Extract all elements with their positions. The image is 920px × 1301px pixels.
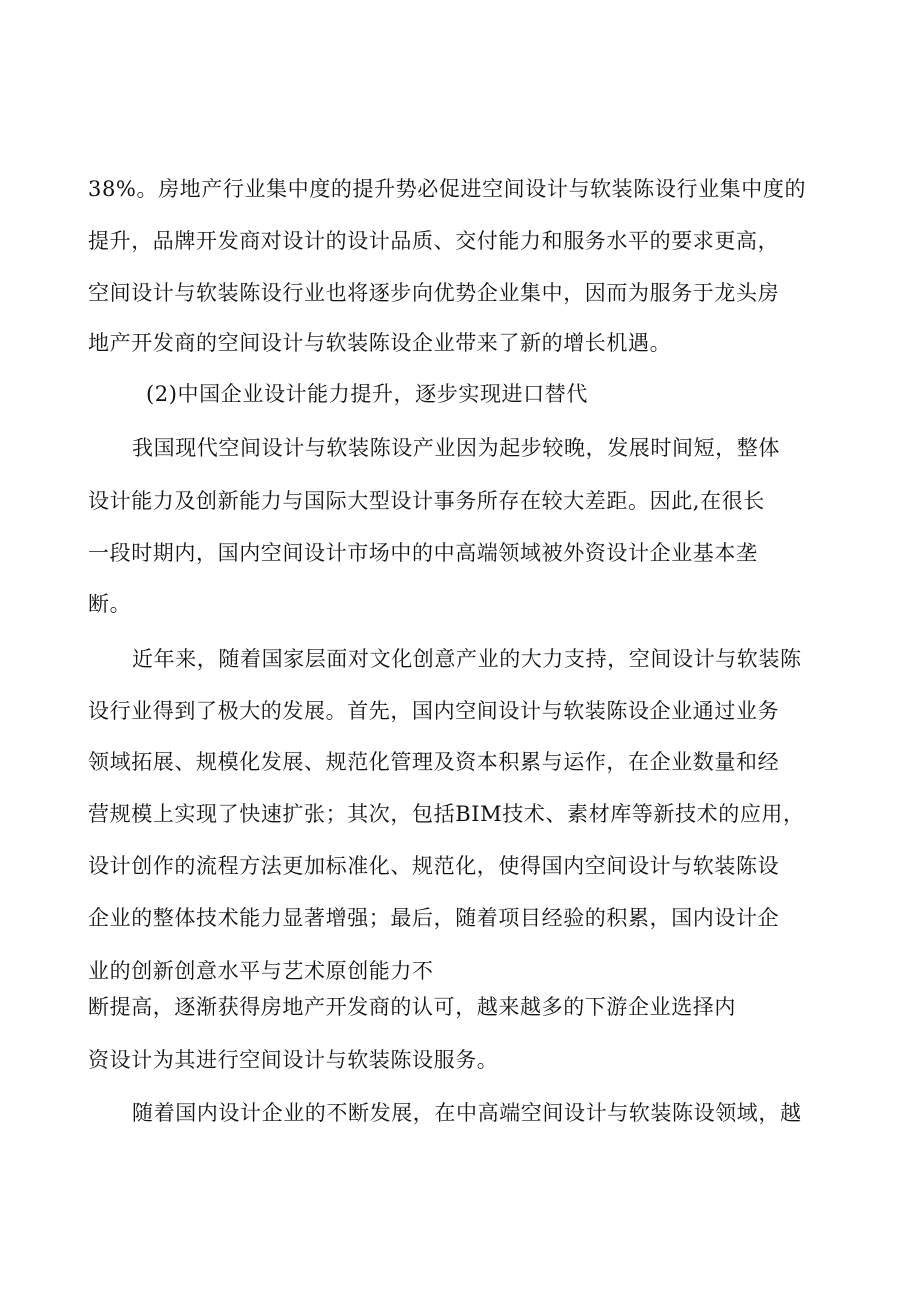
text-line: 我国现代空间设计与软装陈设产业因为起步较晚，发展时间短，整体 [132, 436, 780, 460]
text-line: 设行业得到了极大的发展。首先，国内空间设计与软装陈设企业通过业务 [88, 699, 780, 723]
text-line: 地产开发商的空间设计与软装陈设企业带来了新的增长机遇。 [88, 331, 672, 355]
text-line: 领域拓展、规模化发展、规范化管理及资本积累与运作，在企业数量和经 [88, 750, 780, 774]
text-line: 一段时期内，国内空间设计市场中的中高端领域被外资设计企业基本垄 [88, 541, 758, 565]
text-line: 设计创作的流程方法更加标准化、规范化，使得国内空间设计与软装陈设 [88, 854, 780, 878]
text-line: 企业的整体技术能力显著增强；最后，随着项目经验的积累，国内设计企 [88, 906, 780, 930]
text-line: 断。 [88, 592, 132, 616]
text-line: 断提高，逐渐获得房地产开发商的认可，越来越多的下游企业选择内 [88, 995, 736, 1019]
text-line: 营规模上实现了快速扩张；其次，包括BIM技术、素材库等新技术的应用， [88, 802, 805, 826]
text-line: 38%。房地产行业集中度的提升势必促进空间设计与软装陈设行业集中度的 [88, 177, 807, 201]
text-line: 业的创新创意水平与艺术原创能力不 [88, 959, 434, 983]
text-line: 随着国内设计企业的不断发展，在中高端空间设计与软装陈设领域，越 [132, 1101, 802, 1125]
text-line: 近年来，随着国家层面对文化创意产业的大力支持，空间设计与软装陈 [132, 647, 802, 671]
text-line: 资设计为其进行空间设计与软装陈设服务。 [88, 1048, 499, 1072]
section-heading: (2)中国企业设计能力提升，逐步实现进口替代 [146, 382, 588, 406]
text-line: 提升，品牌开发商对设计的设计品质、交付能力和服务水平的要求更高， [88, 229, 780, 253]
text-line: 设计能力及创新能力与国际大型设计事务所存在较大差距。因此,在很长 [88, 489, 765, 513]
text-line: 空间设计与软装陈设行业也将逐步向优势企业集中，因而为服务于龙头房 [88, 281, 780, 305]
